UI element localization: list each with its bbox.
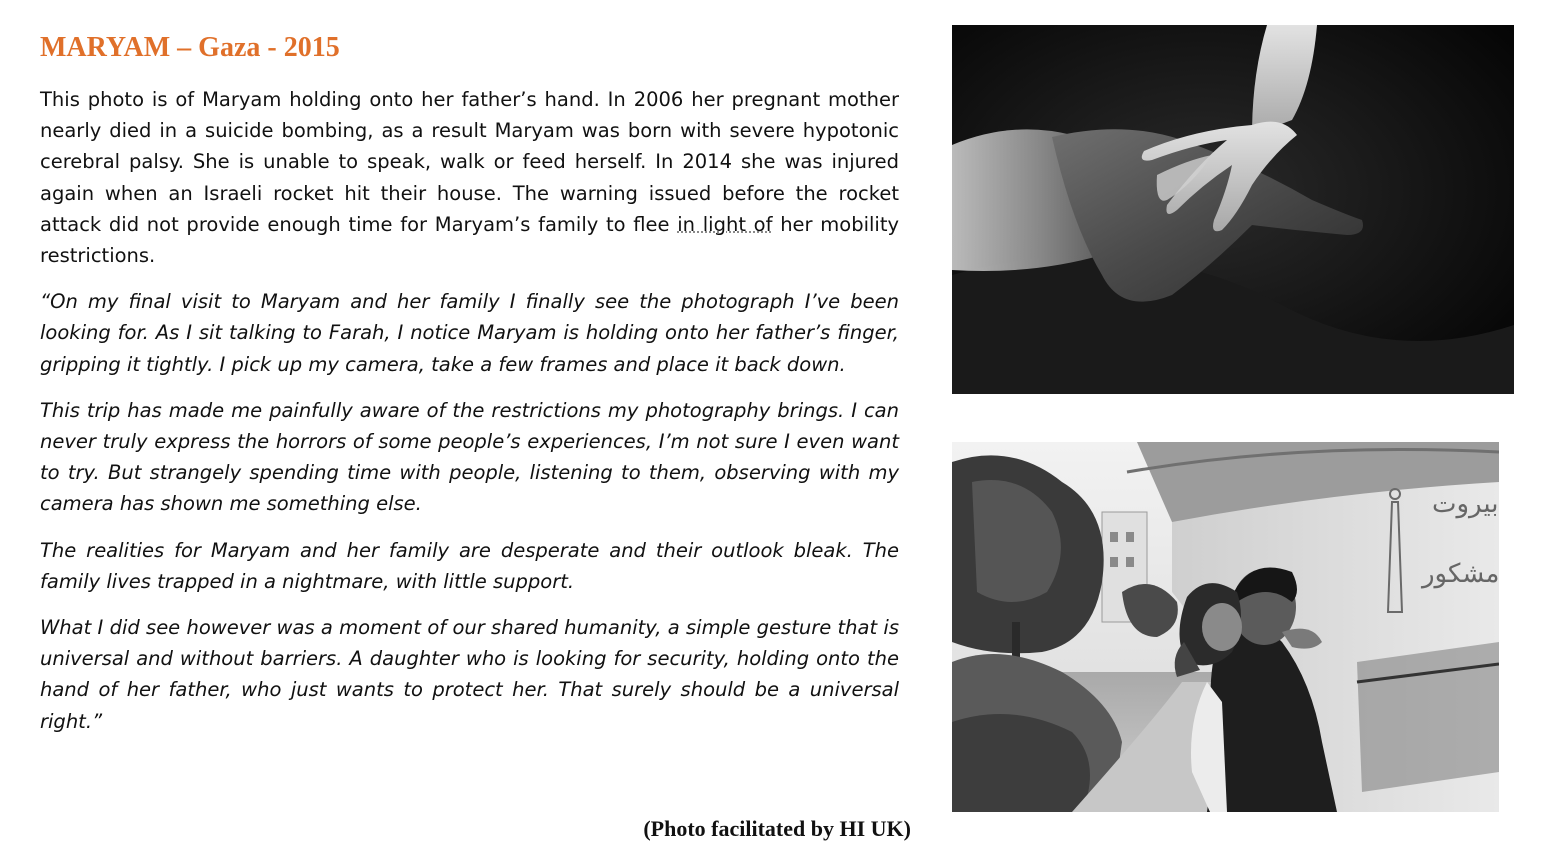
quote-paragraph-1: “On my final visit to Maryam and her family I finally see the photograph I’ve been looking for. As I sit talking to Farah, I notice Maryam is holding onto her father’s finger, gripping it tightly. I pick up my camera, take a few frames and place it back down. bbox=[40, 290, 899, 376]
father-daughter-photo-image bbox=[952, 442, 1499, 812]
quote-paragraph-3: The realities for Maryam and her family are desperate and their outlook bleak. The family lives trapped in a nightmare, with little support. bbox=[40, 538, 899, 593]
photo-credit: (Photo facilitated by HI UK) bbox=[643, 816, 911, 841]
page-title: MARYAM – Gaza - 2015 bbox=[40, 32, 340, 63]
wall-graffiti-line-2: مشكور bbox=[1422, 559, 1499, 589]
story-text bbox=[40, 84, 899, 752]
father-daughter-photo bbox=[952, 442, 1499, 812]
quote-paragraph-4: What I did see however was a moment of our shared humanity, a simple gesture that is universal and without barriers. A daughter who is looking for security, holding onto the hand of her father, who just wants to protect her. That surely should be a universal right.” bbox=[40, 616, 899, 733]
hands-photo-image bbox=[952, 25, 1514, 394]
intro-text-end: her mobility restrictions. bbox=[40, 212, 900, 268]
quote-paragraph-2: This trip has made me painfully aware of the restrictions my photography brings. I can never truly express the horrors of some people’s experiences, I’m not sure I even want to try. But strangely spending time with people, listening to them, observing with my camera has shown me something else. bbox=[40, 398, 899, 516]
hands-photo bbox=[952, 25, 1514, 394]
intro-text: This photo is of Maryam holding onto her father’s hand. In 2006 her pregnant mother nearly died in a suicide bombing, as a result Maryam was born with severe hypotonic cerebral palsy. She is unable to speak, walk or feed herself. In 2014 she was injured again when an Israeli rocket hit their house. The warning issued before the rocket attack did not provide enough time for Maryam’s family to flee bbox=[40, 88, 899, 236]
proofing-marked-phrase: in light of bbox=[677, 212, 773, 236]
wall-graffiti-line-1: بيروت bbox=[1432, 489, 1499, 519]
intro-paragraph bbox=[40, 84, 899, 271]
